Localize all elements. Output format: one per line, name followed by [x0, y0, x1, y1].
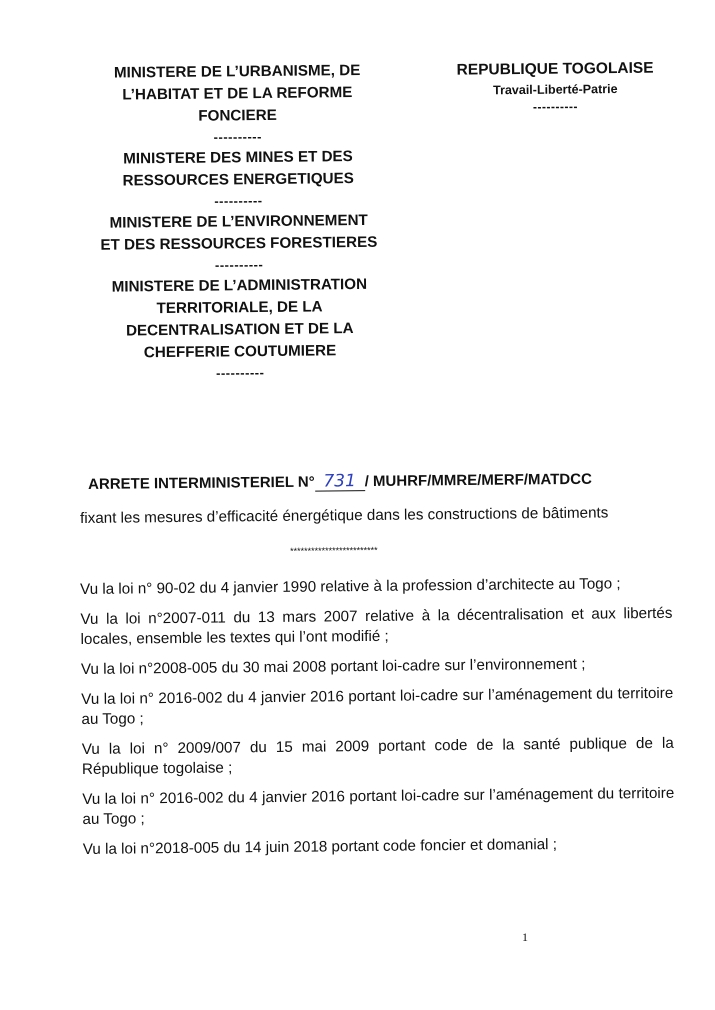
- decree-prefix: ARRETE INTERMINISTERIEL N°: [88, 473, 315, 493]
- decree-suffix: / MUHRF/MMRE/MERF/MATDCC: [364, 470, 592, 491]
- ministry-line: MINISTERE DE L’ENVIRONNEMENT: [109, 211, 368, 232]
- visa-item: Vu la loi n°2018-005 du 14 juin 2018 portant code foncier et domanial ;: [82, 836, 558, 858]
- ministry-line: CHEFFERIE COUTUMIERE: [143, 342, 337, 362]
- visa-item: Vu la loi n°2008-005 du 30 mai 2008 portant loi-cadre sur l’environnement ;: [80, 655, 586, 678]
- ministry-urbanisme: [72, 60, 403, 129]
- ministries-header: [72, 60, 405, 385]
- decree-number-handwritten: 731: [315, 472, 365, 492]
- ministry-mines: [73, 146, 403, 193]
- decree-subtitle: fixant les mesures d’efficacité énergétique dans les constructions de bâtiments: [80, 504, 609, 527]
- visa-item: Vu la loi n° 2016-002 du 4 janvier 2016 portant loi-cadre sur l’aménagement du territoire au Togo ;: [81, 684, 674, 728]
- ministry-line: L’HABITAT ET DE LA REFORME: [122, 84, 353, 104]
- visa-item: Vu la loi n° 2016-002 du 4 janvier 2016 portant loi-cadre sur l’aménagement du territoire au Togo ;: [82, 784, 675, 828]
- republic-motto: Travail-Liberté-Patrie: [493, 81, 618, 98]
- decree-title: [88, 468, 668, 496]
- visa-item: Vu la loi n°2007-011 du 13 mars 2007 relative à la décentralisation et aux libertés locales, ensemble les textes qui l’ont modifié ;: [80, 604, 673, 648]
- ministry-line: MINISTERE DE L’URBANISME, DE: [113, 61, 361, 82]
- ministry-line: TERRITORIALE, DE LA: [156, 298, 323, 318]
- separator: ----------: [214, 257, 264, 273]
- republic-title: REPUBLIQUE TOGOLAISE: [456, 59, 654, 79]
- separator: ----------: [532, 99, 579, 114]
- ministry-administration: [74, 274, 405, 365]
- separator: ----------: [216, 365, 265, 381]
- ministry-line: MINISTERE DE L’ADMINISTRATION: [111, 275, 368, 296]
- separator: ----------: [213, 129, 262, 145]
- republic-header: [425, 57, 686, 116]
- visa-item: Vu la loi n° 2009/007 du 15 mai 2009 portant code de la santé publique de la République togolaise ;: [81, 734, 674, 778]
- ministry-line: ET DES RESSOURCES FORESTIERES: [100, 233, 378, 254]
- stars-separator: *************************: [290, 545, 378, 556]
- page-number: 1: [522, 930, 528, 944]
- visas-list: [80, 574, 675, 870]
- visa-item: Vu la loi n° 90-02 du 4 janvier 1990 relative à la profession d’architecte au Togo ;: [80, 575, 621, 598]
- ministry-line: DECENTRALISATION ET DE LA: [125, 320, 354, 340]
- ministry-line: MINISTERE DES MINES ET DES: [123, 148, 353, 168]
- separator: ----------: [214, 193, 263, 209]
- ministry-line: FONCIERE: [198, 106, 277, 125]
- ministry-line: RESSOURCES ENERGETIQUES: [122, 170, 354, 190]
- ministry-environnement: [74, 210, 404, 257]
